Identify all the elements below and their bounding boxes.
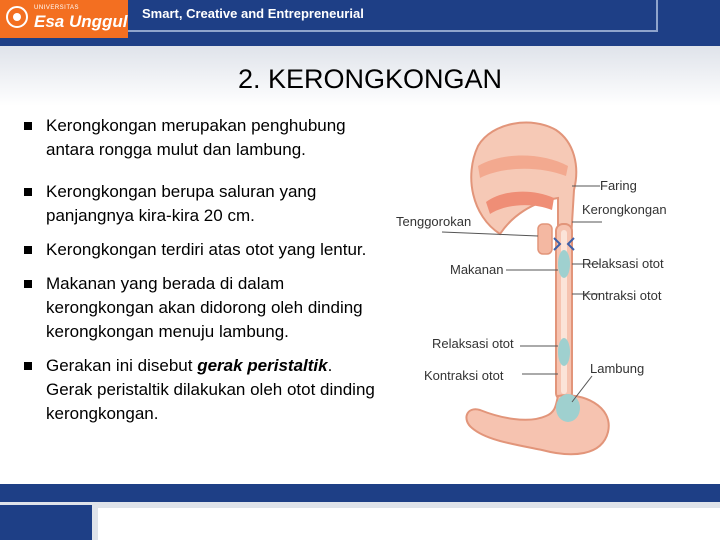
stomach-contents: [556, 394, 580, 422]
pointer-line: [442, 232, 538, 236]
trachea: [538, 224, 552, 254]
bullet-item: [22, 354, 382, 426]
label-makanan: Makanan: [450, 262, 504, 277]
header-divider: [128, 30, 658, 32]
header-band: [0, 0, 720, 46]
label-kontraksi-otot-left: Kontraksi otot: [424, 368, 504, 383]
bullet-item: Kerongkongan merupakan penghubung antara rongga mulut dan lambung.: [22, 114, 382, 162]
label-kontraksi-otot-right: Kontraksi otot: [582, 288, 662, 303]
tagline: Smart, Creative and Entrepreneurial: [142, 6, 364, 21]
header-divider-tick: [656, 0, 658, 32]
bullet-text: Gerakan ini disebut: [46, 356, 198, 375]
logo-university-text: UNIVERSITAS: [34, 5, 80, 11]
footer-panel: [98, 508, 720, 540]
food-bolus-lower: [558, 338, 570, 366]
stomach: [466, 395, 608, 454]
bullet-item: Kerongkongan terdiri atas otot yang lentur.: [22, 238, 382, 262]
label-relaksasi-otot-right: Relaksasi otot: [582, 256, 664, 271]
esophagus-diagram: [382, 106, 720, 484]
label-lambung: Lambung: [590, 361, 645, 376]
logo-name-text: Esa Unggul: [34, 12, 128, 31]
bullet-list: [22, 114, 382, 444]
esophagus-illustration: [382, 106, 720, 484]
bullet-item: Kerongkongan berupa saluran yang panjangnya kira-kira 20 cm.: [22, 180, 382, 228]
university-logo[interactable]: [0, 0, 128, 38]
label-faring: Faring: [600, 178, 637, 193]
label-tenggorokan: Tenggorokan: [396, 214, 472, 229]
footer-band: [0, 484, 720, 540]
food-bolus-upper: [558, 250, 570, 278]
bullet-emphasis: gerak peristaltik: [197, 356, 328, 375]
bullet-item: Makanan yang berada di dalam kerongkongan akan didorong oleh dinding kerongkongan menuju lambung.: [22, 272, 382, 344]
label-relaksasi-otot-left: Relaksasi otot: [432, 336, 514, 351]
logo-emblem-icon: [6, 6, 28, 28]
bullet-text: . Gerak peristaltik dilakukan oleh otot dinding kerongkongan.: [46, 356, 375, 423]
label-kerongkongan: Kerongkongan: [582, 202, 667, 217]
slide-title: 2. KERONGKONGAN: [237, 64, 503, 94]
